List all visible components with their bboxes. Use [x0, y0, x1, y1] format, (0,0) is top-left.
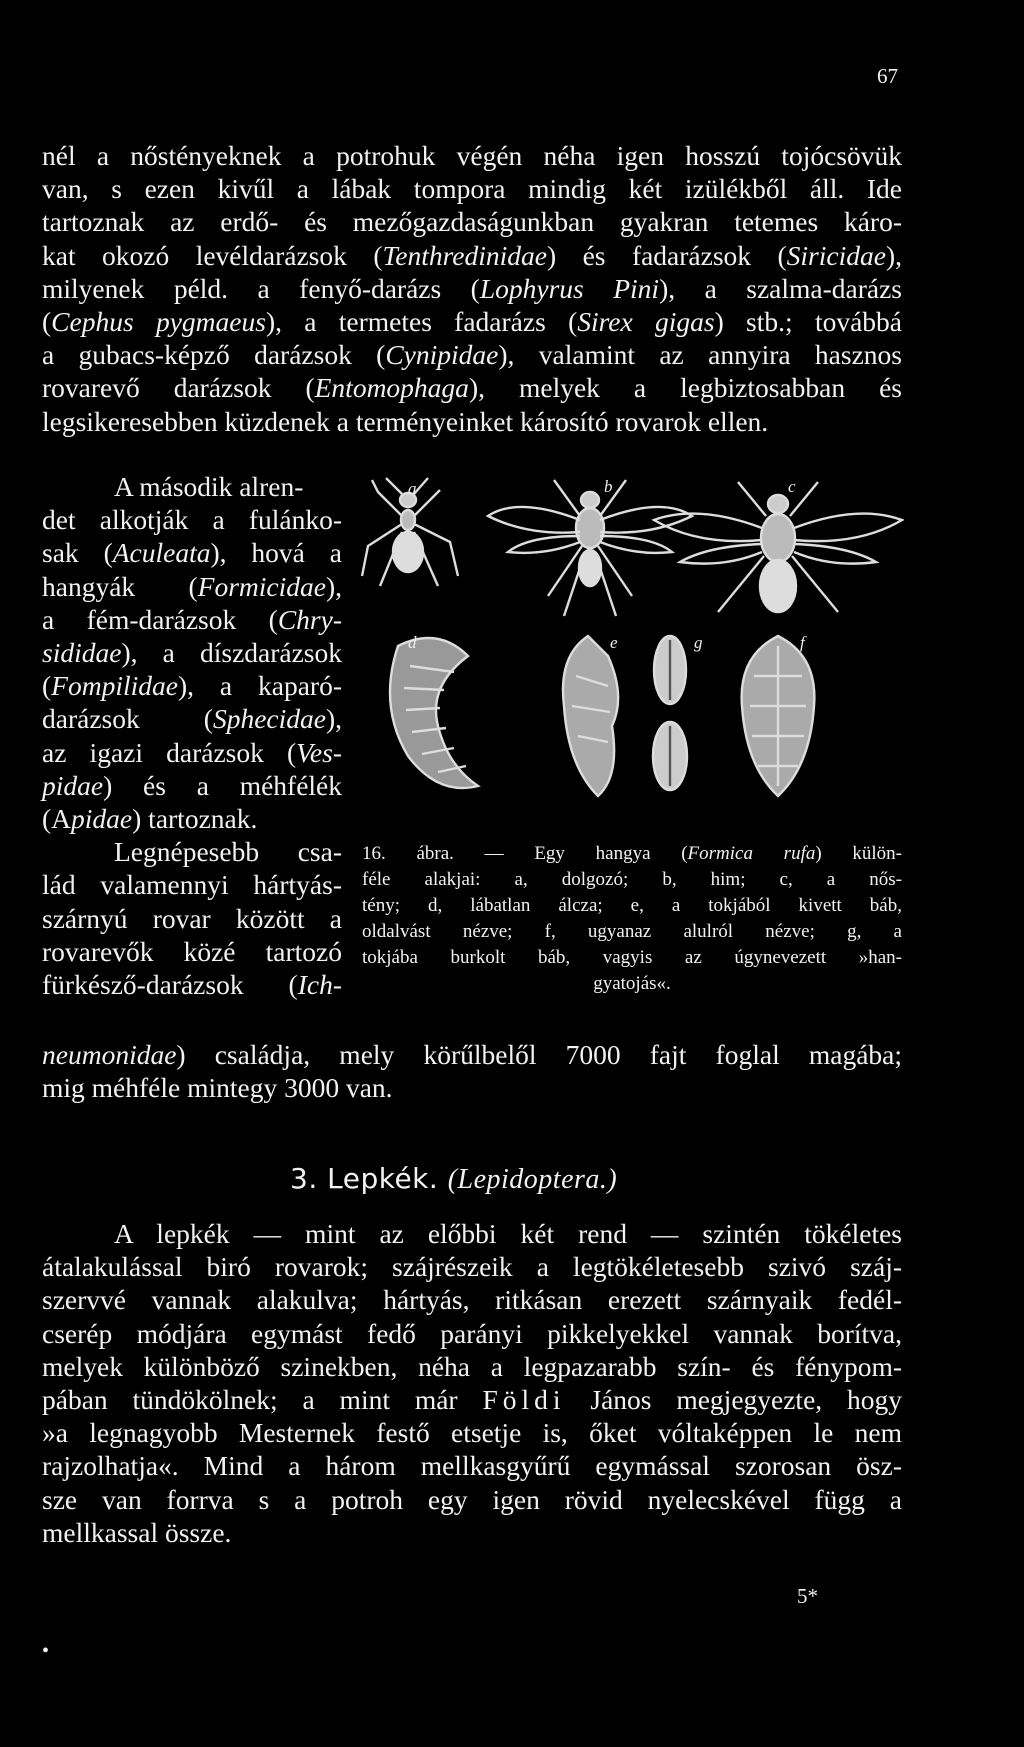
paragraph-line: szervvé vannak alakulva; hártyás, ritkásan erezett szárnyaik fedél- — [42, 1284, 902, 1316]
caption-line: tokjába burkolt báb, vagyis az úgynevezett »han- — [362, 947, 902, 968]
section-number: 3. — [290, 1162, 318, 1195]
paragraph-line: átalakulással biró rovarok; szájrészeik a legtökéletesebb szivó száj- — [42, 1251, 902, 1283]
column-line: fürkésző-darázsok (Ich- — [42, 969, 342, 1001]
caption-line: féle alakjai: a, dolgozó; b, him; c, a nős- — [362, 869, 902, 890]
section-heading — [290, 1162, 617, 1196]
section-title: Lepkék. — [327, 1162, 439, 1195]
stray-mark: • — [42, 1640, 50, 1662]
column-line: det alkotják a fulánko- — [42, 504, 342, 536]
pupa-side-figure — [563, 636, 618, 796]
column-line: darázsok (Sphecidae), — [42, 703, 342, 735]
label-b: b — [604, 477, 613, 496]
paragraph-1 — [42, 139, 902, 438]
paragraph-line: mellkassal össze. — [42, 1516, 232, 1548]
column-line: pidae) és a méhfélék — [42, 769, 342, 801]
larva-figure — [390, 638, 478, 788]
paragraph-line: cserép módjára egymást fedő parányi pikkelyekkel vannak borítva, — [42, 1317, 902, 1349]
figure-caption — [362, 841, 902, 997]
caption-line: 16. ábra. — Egy hangya (Formica rufa) külön- — [362, 843, 903, 864]
cocoon-figure — [653, 636, 687, 790]
paragraph-line: A lepkék — mint az előbbi két rend — szintén tökéletes — [114, 1218, 902, 1249]
signature-mark: 5* — [797, 1584, 818, 1608]
pupa-underside-figure — [742, 636, 815, 796]
column-line: lád valamennyi hártyás- — [42, 869, 342, 901]
paragraph-line: rovarevő darázsok (Entomophaga), melyek a legbiztosabban és — [42, 372, 902, 404]
label-a: a — [408, 479, 417, 498]
label-c: c — [788, 477, 796, 496]
column-line: rovarevők közé tartozó — [42, 935, 342, 967]
column-line: Legnépesebb csa- — [114, 836, 342, 868]
paragraph-line: kat okozó levéldarázsok (Tenthredinidae) és fadarázsok (Siricidae), — [42, 239, 902, 271]
column-line: (Fompilidae), a kaparó- — [42, 670, 342, 702]
column-line: hangyák (Formicidae), — [42, 570, 342, 602]
paragraph-line: »a legnagyobb Mesternek festő etsetje is, őket vóltaképpen le nem — [42, 1417, 902, 1449]
paragraph-2-column — [42, 470, 342, 1001]
label-e: e — [610, 633, 618, 652]
paragraph-line: van, s ezen kivűl a lábak tompora mindig két izülékből áll. Ide — [42, 173, 902, 205]
caption-line: tény; d, lábatlan álcza; e, a tokjából kivett báb, — [362, 895, 902, 916]
label-d: d — [408, 633, 417, 652]
male-ant-figure — [488, 480, 692, 616]
page-number: 67 — [877, 64, 898, 88]
column-line: az igazi darázsok (Ves- — [42, 736, 342, 768]
figure-16 — [358, 476, 904, 832]
label-f: f — [800, 633, 805, 652]
column-line: a fém-darázsok (Chry- — [42, 603, 342, 635]
paragraph-line: sze van forrva s a potroh egy igen rövid nyelecskével függ a — [42, 1483, 902, 1515]
column-line: A második alren- — [114, 471, 304, 502]
paragraph-line: rajzolhatja«. Mind a három mellkasgyűrű egymással szorosan ösz- — [42, 1450, 902, 1482]
paragraph-line: milyenek péld. a fenyő-darázs (Lophyrus Pini), a szalma-darázs — [42, 272, 902, 304]
paragraph-line: pában tündökölnek; a mint már Földi János megjegyezte, hogy — [42, 1384, 903, 1416]
paragraph-line: legsikeresebben küzdenek a terményeinket károsító rovarok ellen. — [42, 405, 769, 437]
paragraph-line: melyek különböző szinekben, néha a legpazarabb szín- és fénypom- — [42, 1350, 902, 1382]
column-line: szárnyú rovar között a — [42, 902, 342, 934]
paragraph-line: neumonidae) családja, mely körűlbelől 7000 fajt foglal magába; — [42, 1039, 902, 1070]
paragraph-3-tail — [42, 1038, 902, 1104]
female-ant-figure — [654, 482, 902, 612]
paragraph-line: a gubacs-képző darázsok (Cynipidae), valamint az annyira hasznos — [42, 339, 902, 371]
ant-forms-illustration — [358, 476, 904, 832]
section-latin-name: (Lepidoptera.) — [447, 1164, 618, 1195]
paragraph-line: mig méhféle mintegy 3000 van. — [42, 1072, 393, 1104]
label-g: g — [694, 633, 703, 652]
caption-line: oldalvást nézve; f, ugyanaz alulról nézve; g, a — [362, 921, 902, 942]
column-line: (Apidae) tartoznak. — [42, 803, 258, 835]
paragraph-line: tartoznak az erdő- és mezőgazdaságunkban gyakran tetemes káro- — [42, 206, 902, 238]
caption-line: gyatojás«. — [593, 973, 671, 994]
paragraph-line: (Cephus pygmaeus), a termetes fadarázs (Sirex gigas) stb.; továbbá — [42, 306, 903, 338]
column-line: sak (Aculeata), hová a — [42, 537, 342, 569]
paragraph-4 — [42, 1217, 902, 1549]
column-line: sididae), a díszdarázsok — [42, 637, 342, 669]
paragraph-line: nél a nőstényeknek a potrohuk végén néha igen hosszú tojócsövük — [42, 140, 902, 171]
